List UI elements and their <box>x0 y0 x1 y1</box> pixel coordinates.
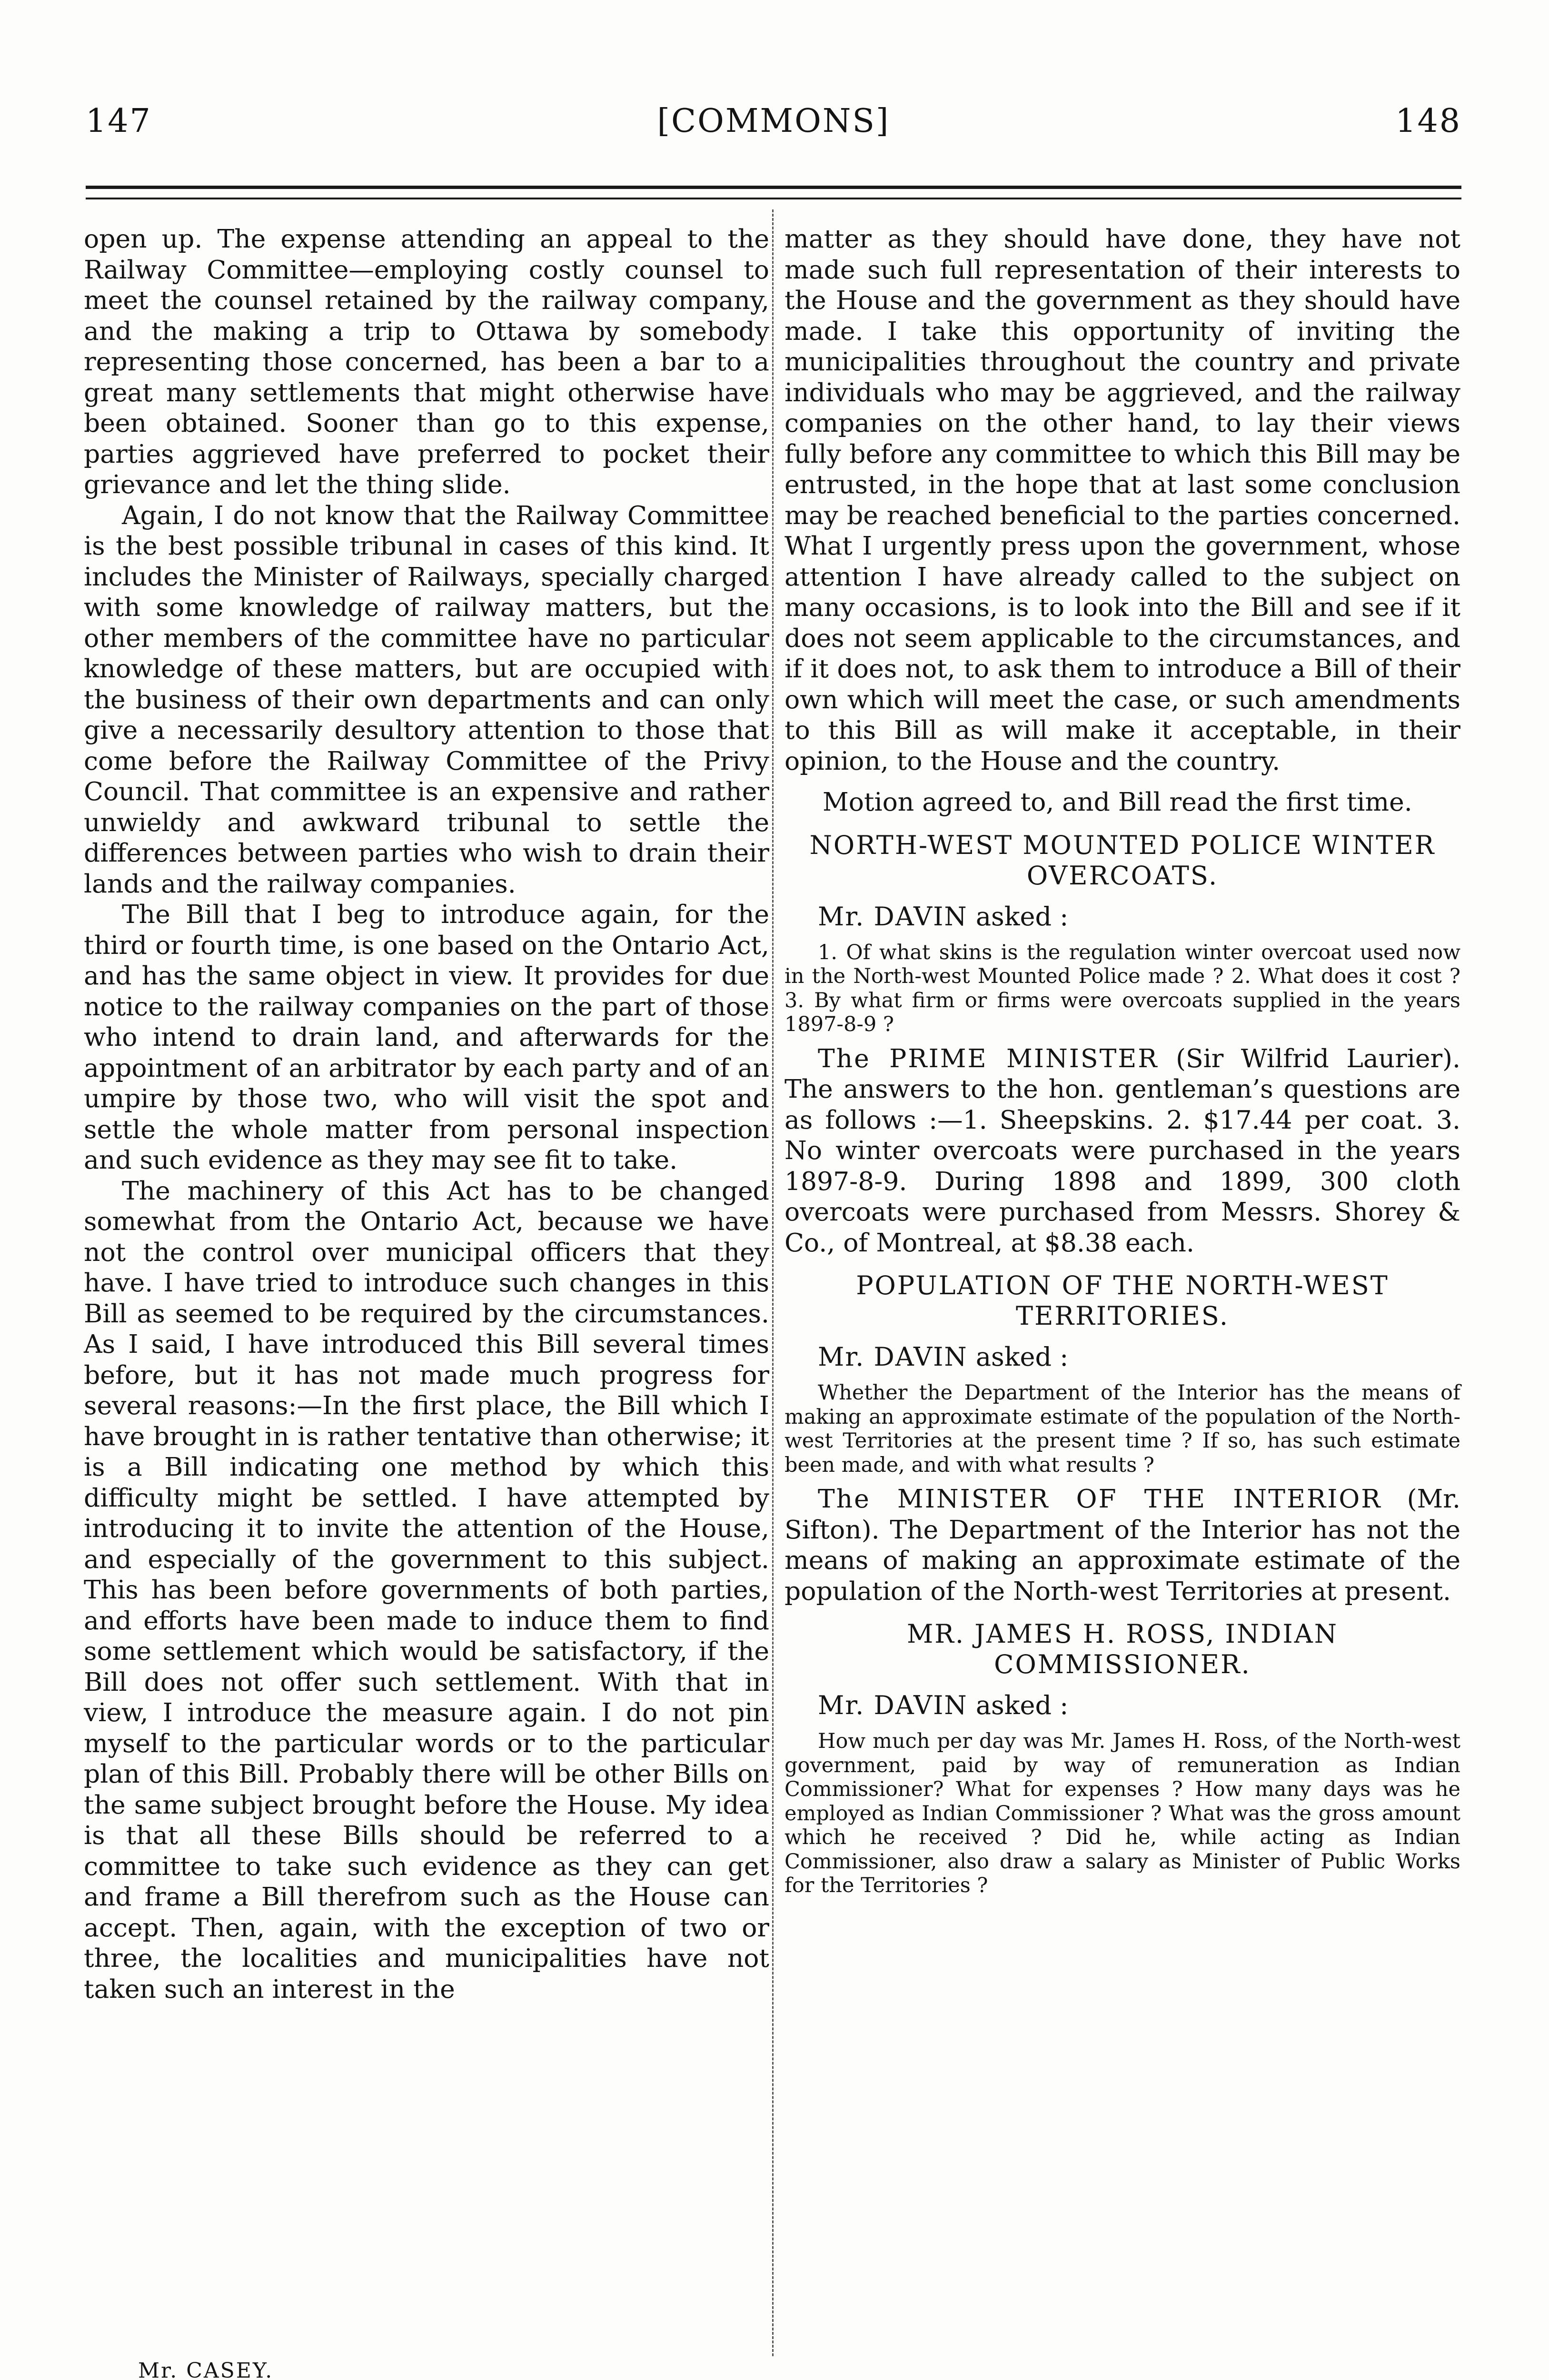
question-text: Whether the Department of the Interior has the means of making an approximate estimate of the population of the North-west Territories at the present time ? If so, has such estimate been made, and with what results ? <box>784 1381 1460 1477</box>
section-heading: NORTH-WEST MOUNTED POLICE WINTER OVERCOATS. <box>809 830 1436 891</box>
running-title: [COMMONS] <box>657 102 890 140</box>
question-text: How much per day was Mr. James H. Ross, of the North-west government, paid by way of remuneration as Indian Commissioner? What for expenses ? How many days was he employed as Indian Commissioner ? What was the gross amount which he received ? Did he, while acting as Indian Commissioner, also draw a salary as Minister of Public Works for the Territories ? <box>784 1729 1460 1897</box>
right-column <box>784 224 1460 1904</box>
asker-verb: asked : <box>975 1342 1069 1372</box>
answer-speaker: The MINISTER OF THE INTERIOR <box>818 1484 1382 1514</box>
section-heading: POPULATION OF THE NORTH-WEST TERRITORIES. <box>856 1270 1389 1331</box>
paragraph: The Bill that I beg to introduce again, for the third or fourth time, is one based on the Ontario Act, and has the same object in view. It provides for due notice to the railway companies on the part of those who intend to drain land, and afterwards for the appointment of an arbitrator by each party and of an umpire by those two, who will visit the spot and settle the whole matter from personal inspection and such evidence as they may see fit to take. <box>84 899 769 1175</box>
asker-name: Mr. DAVIN <box>818 1690 968 1720</box>
footer-speaker: Mr. CASEY. <box>138 2359 274 2380</box>
asker-name: Mr. DAVIN <box>818 1342 968 1372</box>
left-column <box>84 224 769 2004</box>
paragraph: matter as they should have done, they have not made such full representation of their interests to the House and the government as they should have made. I take this opportunity of inviting the municipalities throughout the country and private individuals who may be aggrieved, and the railway companies on the other hand, to lay their views fully before any committee to which this Bill may be entrusted, in the hope that at last some conclusion may be reached beneficial to the parties concerned. What I urgently press upon the government, whose attention I have already called to the subject on many occasions, is to look into the Bill and see if it does not seem applicable to the circumstances, and if it does not, to ask them to introduce a Bill of their own which will meet the case, or such amendments to this Bill as will make it acceptable, in their opinion, to the House and the country. <box>784 224 1460 776</box>
question-asker <box>818 1690 1460 1721</box>
section-heading: MR. JAMES H. ROSS, INDIAN COMMISSIONER. <box>906 1619 1339 1679</box>
header-rule-thick <box>86 186 1461 189</box>
paragraph: Again, I do not know that the Railway Committee is the best possible tribunal in cases of this kind. It includes the Minister of Railways, specially charged with some knowledge of railway matters, but the other members of the committee have no particular knowledge of these matters, but are occupied with the business of their own departments and can only give a necessarily desultory attention to those that come before the Railway Committee of the Privy Council. That committee is an expensive and rather unwieldy and awkward tribunal to settle the differences between parties who wish to drain their lands and the railway companies. <box>84 500 769 899</box>
answer-text: (Mr. Sifton). The Department of the Interior has not the means of making an approximate estimate of the population of the North-west Territories at present. <box>784 1484 1460 1606</box>
answer-paragraph <box>784 1043 1460 1259</box>
page-header <box>86 102 1461 159</box>
question-asker <box>818 902 1460 932</box>
column-divider <box>772 209 774 2356</box>
asker-verb: asked : <box>975 901 1069 932</box>
header-rule-thin <box>86 198 1461 199</box>
question-text: 1. Of what skins is the regulation winter overcoat used now in the North-west Mounted Police made ? 2. What does it cost ? 3. By what firm or firms were overcoats supplied in the years 1897-8-9 ? <box>784 940 1460 1036</box>
page-number-left: 147 <box>86 102 152 140</box>
asker-verb: asked : <box>975 1690 1069 1720</box>
answer-text: (Sir Wilfrid Laurier). The answers to the hon. gentleman’s questions are as follows :—1. Sheepskins. 2. $17.44 per coat. 3. No winter overcoats were purchased in the years 1897-8-9. During 1898 and 1899, 300 cloth overcoats were purchased from Messrs. Shorey & Co., of Montreal, at $8.38 each. <box>784 1043 1461 1258</box>
motion-paragraph: Motion agreed to, and Bill read the first time. <box>823 787 1412 817</box>
asker-name: Mr. DAVIN <box>818 901 968 932</box>
page-number-right: 148 <box>1395 102 1461 140</box>
question-asker <box>818 1342 1460 1372</box>
paragraph: The machinery of this Act has to be changed somewhat from the Ontario Act, because we have not the control over municipal officers that they have. I have tried to introduce such changes in this Bill as seemed to be required by the circumstances. As I said, I have introduced this Bill several times before, but it has not made much progress for several reasons:—In the first place, the Bill which I have brought in is rather tentative than otherwise; it is a Bill indicating one method by which this difficulty might be settled. I have attempted by introducing it to invite the attention of the House, and especially of the government to this subject. This has been before governments of both parties, and efforts have been made to induce them to find some settlement which would be satisfactory, if the Bill does not offer such settlement. With that in view, I introduce the measure again. I do not pin myself to the particular words or to the particular plan of this Bill. Probably there will be other Bills on the same subject brought before the House. My idea is that all these Bills should be referred to a committee to take such evidence as they can get and frame a Bill therefrom such as the House can accept. Then, again, with the exception of two or three, the localities and municipalities have not taken such an interest in the <box>84 1175 769 2004</box>
answer-paragraph <box>784 1484 1460 1606</box>
paragraph: open up. The expense attending an appeal to the Railway Committee—employing costly counsel to meet the counsel retained by the railway company, and the making a trip to Ottawa by somebody representing those concerned, has been a bar to a great many settlements that might otherwise have been obtained. Sooner than go to this expense, parties aggrieved have preferred to pocket their grievance and let the thing slide. <box>84 224 769 499</box>
answer-speaker: The PRIME MINISTER <box>818 1043 1159 1073</box>
